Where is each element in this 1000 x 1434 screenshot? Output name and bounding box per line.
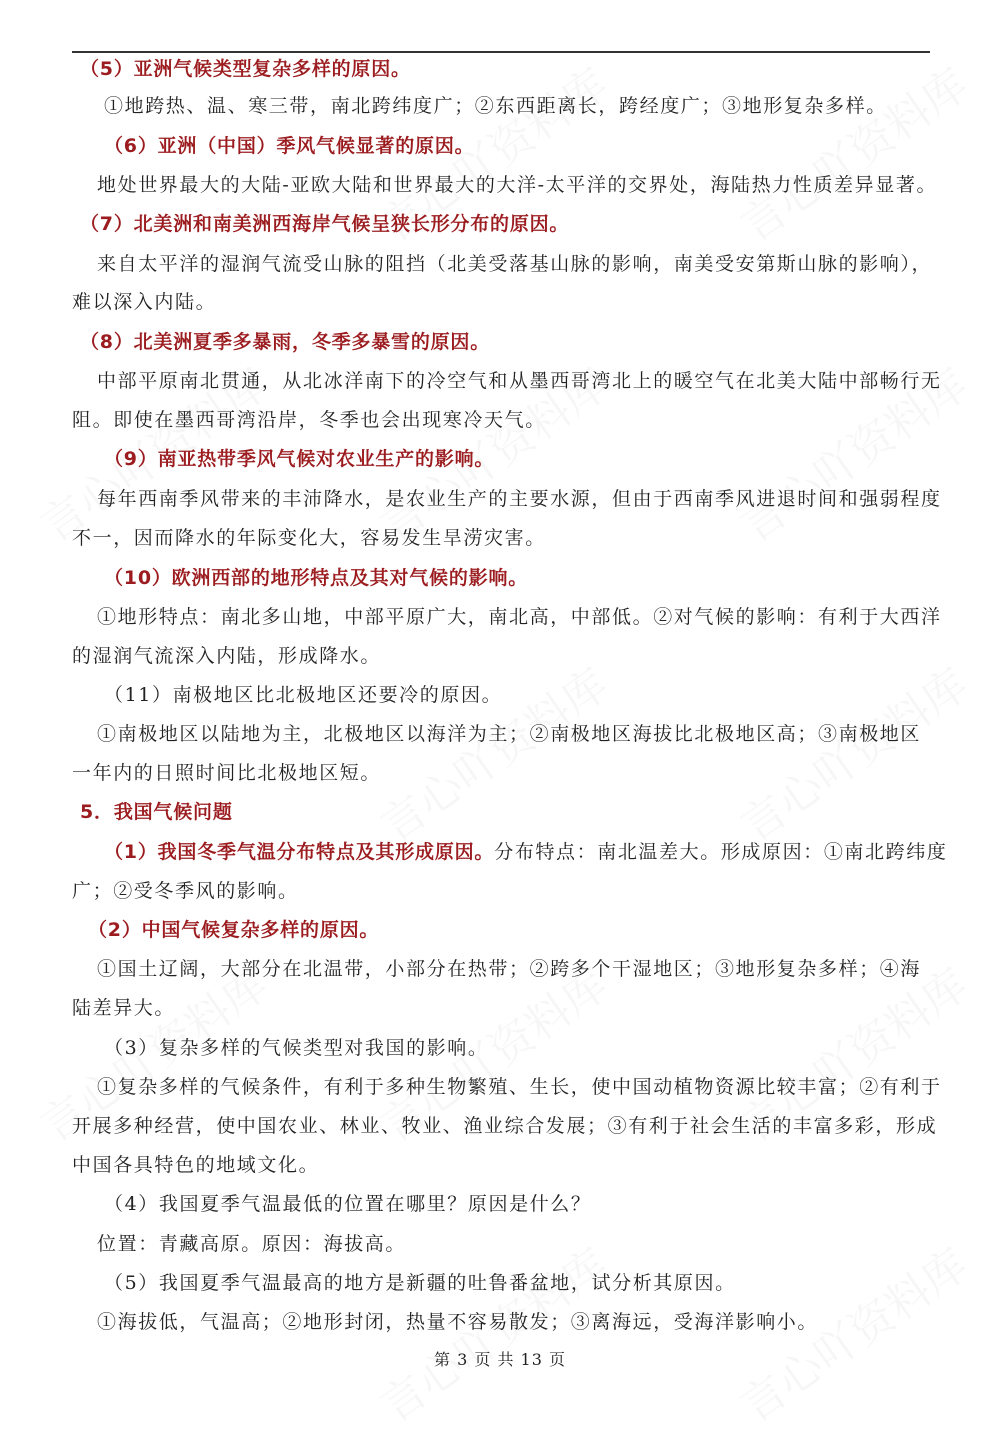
watermark bbox=[726, 650, 979, 854]
heading-text: （9）南亚热带季风气候对农业生产的影响。 bbox=[104, 448, 495, 470]
heading-text: 5．我国气候问题 bbox=[80, 801, 233, 823]
section-heading-line bbox=[104, 134, 474, 158]
body-text: 每年西南季风带来的丰沛降水，是农业生产的主要水源，但由于西南季风进退时间和强弱程度 bbox=[97, 488, 942, 510]
text-line bbox=[104, 94, 887, 118]
body-text: ①国土辽阔，大部分在北温带，小部分在热带；②跨多个干湿地区；③地形复杂多样；④海 bbox=[97, 958, 922, 980]
page-footer: 第 3 页 共 13 页 bbox=[434, 1350, 566, 1369]
heading-text: （1）我国冬季气温分布特点及其形成原因。 bbox=[104, 841, 495, 863]
text-line bbox=[97, 1075, 942, 1099]
body-text: 地处世界最大的大陆-亚欧大陆和世界最大的大洋-太平洋的交界处，海陆热力性质差异显著。 bbox=[97, 174, 938, 196]
body-text: ①地形特点：南北多山地，中部平原广大，南北高，中部低。②对气候的影响：有利于大西洋 bbox=[97, 606, 942, 628]
text-line bbox=[72, 526, 546, 550]
body-text: 开展多种经营，使中国农业、林业、牧业、渔业综合发展；③有利于社会生活的丰富多彩，形成 bbox=[72, 1115, 938, 1137]
text-line bbox=[72, 408, 546, 432]
text-line bbox=[72, 644, 381, 668]
body-text: 一年内的日照时间比北极地区短。 bbox=[72, 762, 382, 784]
text-line bbox=[104, 1271, 736, 1295]
heading-text: （8）北美洲夏季多暴雨，冬季多暴雪的原因。 bbox=[80, 331, 491, 353]
section-heading-line bbox=[80, 800, 233, 824]
text-line bbox=[104, 683, 502, 707]
text-line bbox=[97, 1232, 406, 1256]
body-text: 位置：青藏高原。原因：海拔高。 bbox=[97, 1233, 407, 1255]
text-line bbox=[97, 1310, 818, 1334]
section-heading-line bbox=[104, 566, 528, 590]
body-text: （5）我国夏季气温最高的地方是新疆的吐鲁番盆地，试分析其原因。 bbox=[104, 1272, 736, 1294]
text-line bbox=[97, 252, 932, 276]
text-line bbox=[97, 487, 942, 511]
body-text: ①海拔低，气温高；②地形封闭，热量不容易散发；③离海远，受海洋影响小。 bbox=[97, 1311, 819, 1333]
section-heading-line bbox=[104, 447, 494, 471]
body-text: （3）复杂多样的气候类型对我国的影响。 bbox=[104, 1037, 489, 1059]
watermark bbox=[726, 50, 979, 254]
body-text: 广；②受冬季风的影响。 bbox=[72, 880, 299, 902]
heading-text: （2）中国气候复杂多样的原因。 bbox=[88, 919, 380, 941]
text-line bbox=[97, 173, 937, 197]
body-text: 不一，因而降水的年际变化大，容易发生旱涝灾害。 bbox=[72, 527, 546, 549]
text-line bbox=[72, 1153, 319, 1177]
text-line bbox=[104, 1192, 592, 1216]
body-text: 陆差异大。 bbox=[72, 997, 176, 1019]
section-heading-line bbox=[80, 212, 569, 236]
body-text: 阻。即使在墨西哥湾沿岸，冬季也会出现寒冷天气。 bbox=[72, 409, 546, 431]
body-text: 中部平原南北贯通，从北冰洋南下的冷空气和从墨西哥湾北上的暖空气在北美大陆中部畅行无 bbox=[97, 370, 942, 392]
text-line bbox=[97, 605, 942, 629]
text-line bbox=[97, 369, 942, 393]
body-text: （4）我国夏季气温最低的位置在哪里？原因是什么？ bbox=[104, 1193, 592, 1215]
section-heading-line bbox=[80, 330, 490, 354]
body-text: ①南极地区以陆地为主，北极地区以海洋为主；②南极地区海拔比北极地区高；③南极地区 bbox=[97, 723, 922, 745]
section-heading-line bbox=[80, 57, 411, 81]
text-line bbox=[72, 761, 381, 785]
body-text: 分布特点：南北温差大。形成原因：①南北跨纬度 bbox=[494, 841, 948, 863]
section-heading-line bbox=[104, 840, 947, 864]
text-line bbox=[72, 996, 175, 1020]
text-line bbox=[72, 290, 216, 314]
heading-text: （5）亚洲气候类型复杂多样的原因。 bbox=[80, 58, 411, 80]
heading-text: （10）欧洲西部的地形特点及其对气候的影响。 bbox=[104, 567, 529, 589]
text-line bbox=[72, 1114, 937, 1138]
heading-text: （7）北美洲和南美洲西海岸气候呈狭长形分布的原因。 bbox=[80, 213, 570, 235]
body-text: 难以深入内陆。 bbox=[72, 291, 217, 313]
text-line bbox=[97, 722, 921, 746]
body-text: 来自太平洋的湿润气流受山脉的阻挡（北美受落基山脉的影响，南美受安第斯山脉的影响）， bbox=[97, 253, 933, 275]
heading-text: （6）亚洲（中国）季风气候显著的原因。 bbox=[104, 135, 475, 157]
body-text: ①地跨热、温、寒三带，南北跨纬度广；②东西距离长，跨经度广；③地形复杂多样。 bbox=[104, 95, 887, 117]
watermark bbox=[366, 650, 619, 854]
body-text: ①复杂多样的气候条件，有利于多种生物繁殖、生长，使中国动植物资源比较丰富；②有利于 bbox=[97, 1076, 942, 1098]
body-text: 中国各具特色的地域文化。 bbox=[72, 1154, 320, 1176]
body-text: （11）南极地区比北极地区还要冷的原因。 bbox=[104, 684, 503, 706]
text-line bbox=[97, 957, 921, 981]
section-heading-line bbox=[88, 918, 379, 942]
text-line bbox=[72, 879, 299, 903]
body-text: 的湿润气流深入内陆，形成降水。 bbox=[72, 645, 382, 667]
header-rule bbox=[72, 51, 930, 53]
text-line bbox=[104, 1036, 489, 1060]
